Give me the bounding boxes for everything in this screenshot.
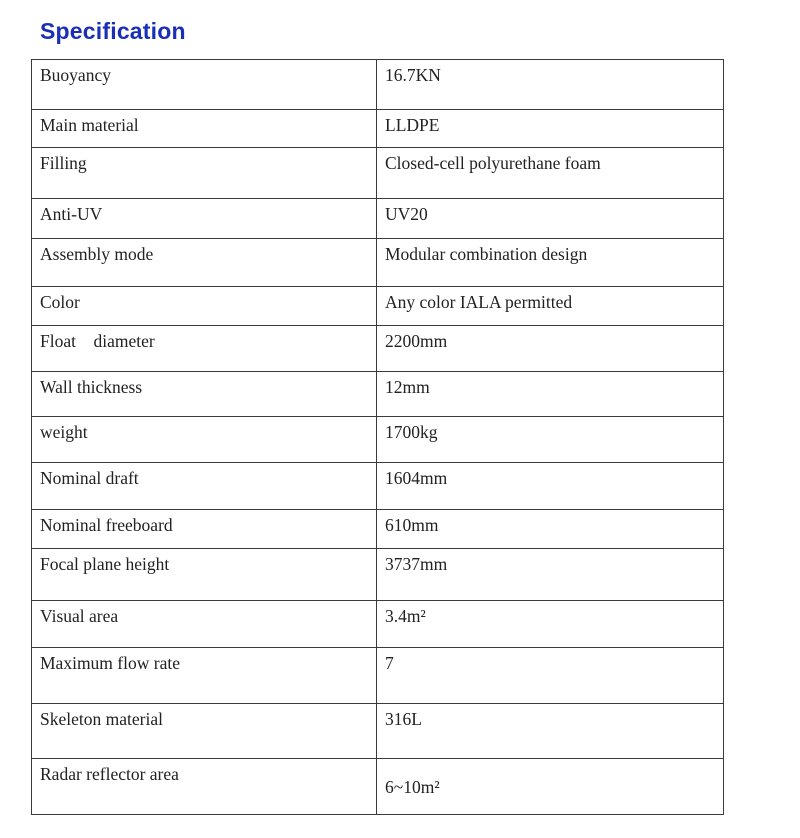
table-row <box>32 648 724 704</box>
table-row <box>32 372 724 417</box>
table-row <box>32 326 724 372</box>
row-label: Focal plane height <box>32 549 377 601</box>
table-row <box>32 463 724 510</box>
specification-table <box>31 59 724 815</box>
table-row <box>32 759 724 815</box>
row-value: 3737mm <box>377 549 724 601</box>
row-value: LLDPE <box>377 110 724 148</box>
table-row <box>32 199 724 239</box>
row-value: 12mm <box>377 372 724 417</box>
row-label: Filling <box>32 148 377 199</box>
table-row <box>32 417 724 463</box>
table-row <box>32 510 724 549</box>
row-label: Main material <box>32 110 377 148</box>
row-value: 6~10m² <box>377 759 724 815</box>
page-title: Specification <box>40 18 186 44</box>
table-row <box>32 549 724 601</box>
row-label: Color <box>32 287 377 326</box>
row-label: Maximum flow rate <box>32 648 377 704</box>
row-value: 2200mm <box>377 326 724 372</box>
row-label: Skeleton material <box>32 704 377 759</box>
row-value: Any color IALA permitted <box>377 287 724 326</box>
row-label: Radar reflector area <box>32 759 377 815</box>
row-label: Anti-UV <box>32 199 377 239</box>
row-value: 7 <box>377 648 724 704</box>
row-value: UV20 <box>377 199 724 239</box>
row-label: Nominal draft <box>32 463 377 510</box>
row-value: 1604mm <box>377 463 724 510</box>
row-label: Assembly mode <box>32 239 377 287</box>
row-value: 610mm <box>377 510 724 549</box>
table-row <box>32 601 724 648</box>
row-value: Closed-cell polyurethane foam <box>377 148 724 199</box>
row-value: 3.4m² <box>377 601 724 648</box>
row-label: weight <box>32 417 377 463</box>
row-label: Nominal freeboard <box>32 510 377 549</box>
row-value: 316L <box>377 704 724 759</box>
row-label: Wall thickness <box>32 372 377 417</box>
table-row <box>32 60 724 110</box>
row-value: 1700kg <box>377 417 724 463</box>
table-row <box>32 704 724 759</box>
row-label: Visual area <box>32 601 377 648</box>
row-value: 16.7KN <box>377 60 724 110</box>
table-row <box>32 110 724 148</box>
table-row <box>32 287 724 326</box>
row-label: Float diameter <box>32 326 377 372</box>
table-row <box>32 239 724 287</box>
table-row <box>32 148 724 199</box>
row-label: Buoyancy <box>32 60 377 110</box>
row-value: Modular combination design <box>377 239 724 287</box>
